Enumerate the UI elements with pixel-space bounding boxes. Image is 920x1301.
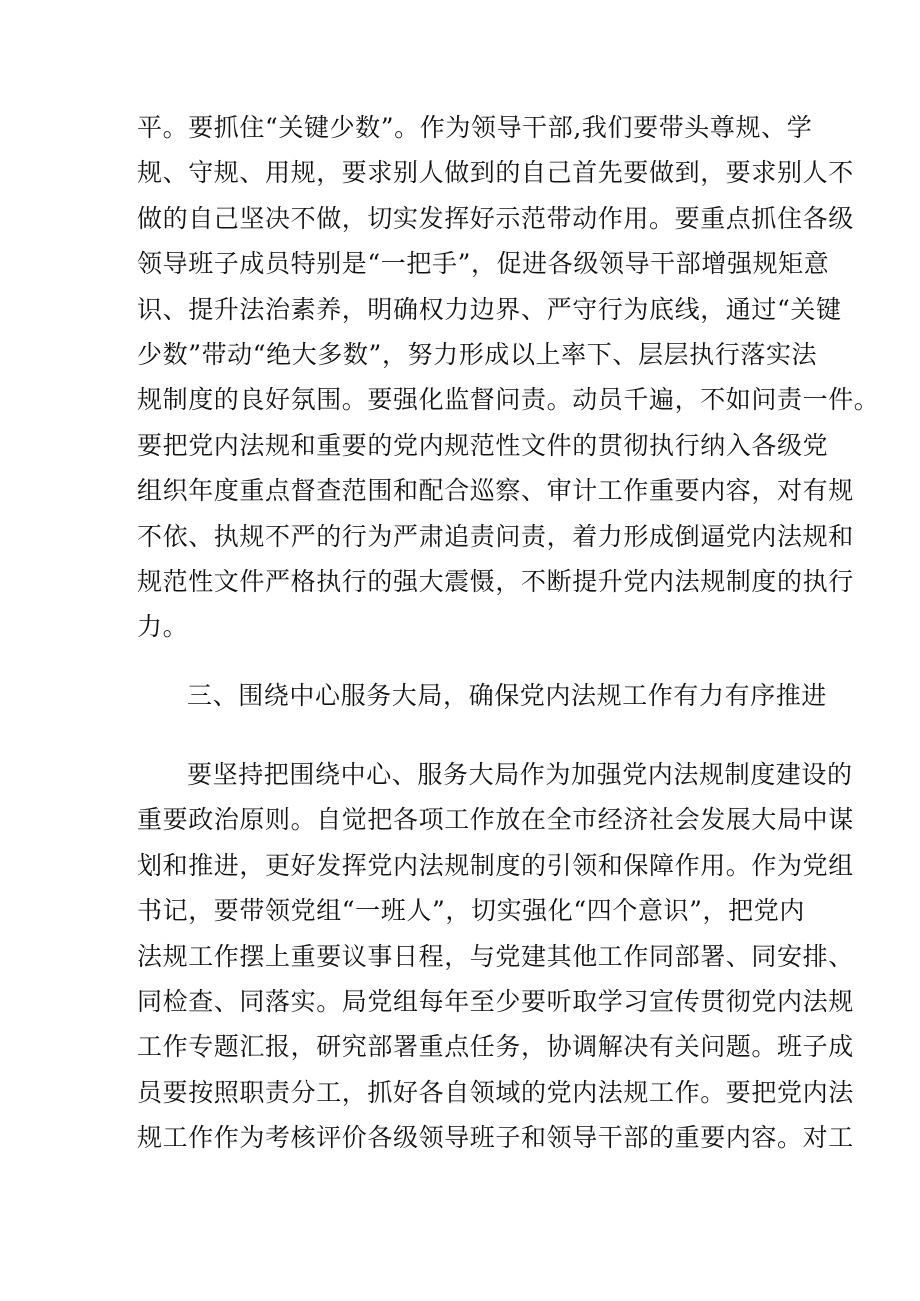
paragraph-leadership-accountability <box>137 105 880 650</box>
text-line: 要把党内法规和重要的党内规范性文件的贯彻执行纳入各级党 <box>137 430 829 460</box>
text-line: 领导班子成员特别是“一把手”，促进各级领导干部增强规矩意 <box>137 249 830 279</box>
text-line: 组织年度重点督查范围和配合巡察、审计工作重要内容，对有规 <box>137 476 854 506</box>
text-line: 书记，要带领党组“一班人”，切实强化“四个意识”，把党内 <box>137 896 805 926</box>
text-line: 划和推进，更好发挥党内法规制度的引领和保障作用。作为党组 <box>137 850 854 880</box>
text-line: 法规工作摆上重要议事日程，与党建其他工作同部署、同安排、 <box>137 941 854 971</box>
text-line: 规范性文件严格执行的强大震慑，不断提升党内法规制度的执行 <box>137 567 854 597</box>
text-line: 做的自己坚决不做，切实发挥好示范带动作用。要重点抓住各级 <box>137 203 854 233</box>
text-line: 规工作作为考核评价各级领导班子和领导干部的重要内容。对工 <box>137 1123 854 1153</box>
text-line: 识、提升法治素养，明确权力边界、严守行为底线，通过“关键 <box>137 294 842 324</box>
paragraph-serve-overall-situation <box>137 752 854 1161</box>
text-line: 规制度的良好氛围。要强化监督问责。动员千遍，不如问责一件。 <box>137 385 880 415</box>
text-line: 不依、执规不严的行为严肃追责问责，着力形成倒逼党内法规和 <box>137 521 854 551</box>
text-line: 重要政治原则。自觉把各项工作放在全市经济社会发展大局中谋 <box>137 805 854 835</box>
section-heading: 三、围绕中心服务大局，确保党内法规工作有力有序推进 <box>187 681 828 710</box>
text-line: 员要按照职责分工，抓好各自领域的党内法规工作。要把党内法 <box>137 1077 854 1107</box>
text-line: 力。 <box>137 612 189 642</box>
text-line: 少数”带动“绝大多数”，努力形成以上率下、层层执行落实法 <box>137 340 818 370</box>
text-line: 平。要抓住“关键少数”。作为领导干部,我们要带头尊规、学 <box>137 113 813 142</box>
text-line: 同检查、同落实。局党组每年至少要听取学习宣传贯彻党内法规 <box>137 987 854 1017</box>
text-line: 规、守规、用规，要求别人做到的自己首先要做到，要求别人不 <box>137 158 854 188</box>
text-line: 工作专题汇报，研究部署重点任务，协调解决有关问题。班子成 <box>137 1032 854 1062</box>
text-line: 要坚持把围绕中心、服务大局作为加强党内法规制度建设的 <box>187 760 853 789</box>
